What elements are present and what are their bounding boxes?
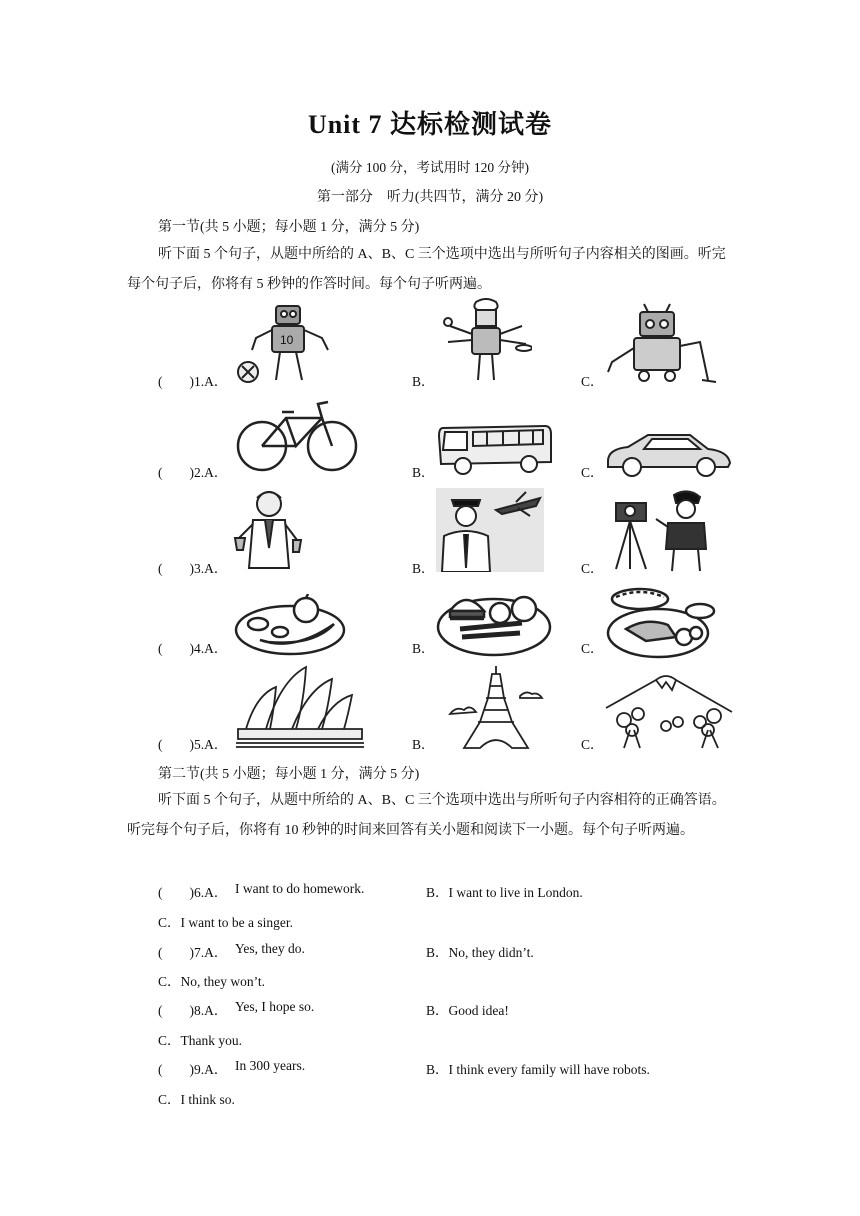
question-6-label: ( )6.A．	[158, 885, 228, 900]
opera-house-icon	[236, 665, 364, 749]
question-7-option-c: C．No, they won’t.	[158, 974, 265, 989]
question-1-option-c: C．	[581, 374, 604, 389]
question-5-label: ( )5.A．	[158, 737, 228, 752]
question-8-option-c: C．Thank you.	[158, 1033, 242, 1048]
subtitle: (满分 100 分，考试用时 120 分钟)	[331, 160, 529, 175]
question-6-option-a: I want to do homework.	[235, 881, 365, 896]
car-icon	[604, 431, 732, 477]
question-8-option-a: Yes, I hope so.	[235, 999, 315, 1014]
question-9-option-a: In 300 years.	[235, 1058, 306, 1073]
question-1-label: ( )1.A．	[158, 374, 228, 389]
question-9-option-c: C．I think so.	[158, 1092, 235, 1107]
question-4-option-c: C．	[581, 641, 604, 656]
question-3-option-b: B．	[412, 561, 435, 576]
question-8-label: ( )8.A．	[158, 1003, 228, 1018]
part-heading: 第一部分 听力(共四节，满分 20 分)	[316, 190, 544, 205]
robot-soccer-icon	[232, 302, 342, 384]
cameraman-icon	[606, 489, 718, 573]
page-title: Unit 7 达标检测试卷	[307, 110, 553, 139]
section2-instructions: 听下面 5 个句子，从题中所给的 A、B、C 三个选项中选出与所听句子内容相符的正确答语。听完每个句子后，你将有 10 秒钟的时间来回答有关小题和阅读下一小题。每个句子听两遍。	[127, 793, 726, 838]
question-6-option-b: B．I want to live in London.	[426, 885, 583, 900]
bicycle-icon	[234, 398, 360, 474]
question-7-label: ( )7.A．	[158, 945, 228, 960]
question-6-option-c: C．I want to be a singer.	[158, 915, 293, 930]
question-7-option-b: B．No, they didn’t.	[426, 945, 534, 960]
meat-plate-icon	[606, 585, 718, 659]
question-2-label: ( )2.A．	[158, 465, 228, 480]
mount-fuji-icon	[604, 664, 734, 750]
section1-header: 第一节(共 5 小题；每小题 1 分，满分 5 分)	[158, 220, 420, 235]
question-2-option-c: C．	[581, 465, 604, 480]
question-5-option-c: C．	[581, 737, 604, 752]
question-4-label: ( )4.A．	[158, 641, 228, 656]
question-1-option-b: B．	[412, 374, 435, 389]
question-8-option-b: B．Good idea!	[426, 1003, 509, 1018]
question-4-option-b: B．	[412, 641, 435, 656]
section1-instructions: 听下面 5 个句子，从题中所给的 A、B、C 三个选项中选出与所听句子内容相关的图画。听完每个句子后，你将有 5 秒钟的作答时间。每个句子听两遍。	[127, 247, 726, 292]
robot-chef-icon	[440, 298, 532, 384]
robot-cleaner-icon	[604, 302, 718, 384]
question-3-option-c: C．	[581, 561, 604, 576]
scientist-icon	[233, 488, 303, 572]
question-3-label: ( )3.A．	[158, 561, 228, 576]
burger-plate-icon	[436, 583, 552, 657]
question-9-option-b: B．I think every family will have robots.	[426, 1062, 650, 1077]
question-2-option-b: B．	[412, 465, 435, 480]
eiffel-tower-icon	[446, 664, 548, 750]
question-7-option-a: Yes, they do.	[235, 941, 305, 956]
pilot-icon	[436, 488, 544, 572]
svg-text:10: 10	[280, 333, 294, 347]
question-5-option-b: B．	[412, 737, 435, 752]
question-9-label: ( )9.A．	[158, 1062, 228, 1077]
section2-header: 第二节(共 5 小题；每小题 1 分，满分 5 分)	[158, 767, 420, 782]
fruit-plate-icon	[234, 594, 346, 656]
bus-icon	[437, 422, 553, 476]
